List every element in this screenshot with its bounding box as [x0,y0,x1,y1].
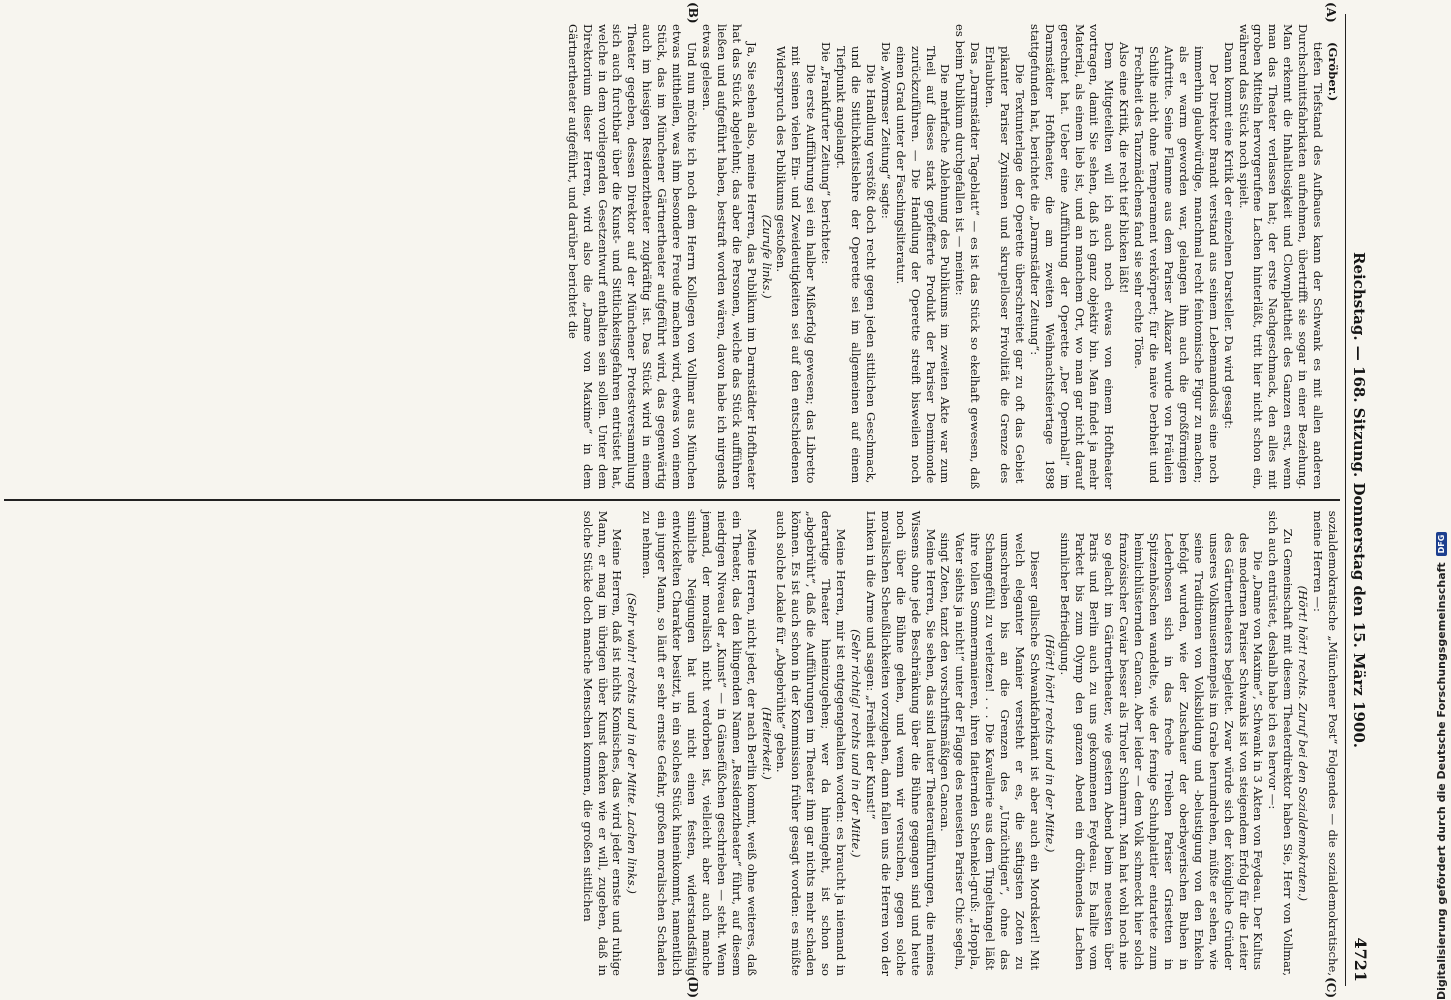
right-paragraph: sozialdemokratische „Münchener Post“ Folgendes — die sozialdemokratische, meine Herren —: [1311,510,1340,977]
interjection: (Heiterkeit.) [759,706,774,780]
left-paragraph: Die „Frankfurter Zeitung“ berichtete: [819,42,834,265]
speaker-name: (Gröber.) [1326,42,1340,102]
left-paragraph: Und nun möchte ich noch dem Herrn Kollegen von Vollmar aus München etwas mittheilen, was ihm besondere Freude machen wird, etwas von einem Stück, das im Münchener Gärtnertheater aufgeführt wird, das gegenwärtig auch im hiesigen Residenztheater zugkräftig ist. Das Stück wird in einem Theater gegeben, dessen Direktor auf der Münchener Protestversammlung sich auch furchtbar über die Kunst- und Sittlichkeitsgefahren entrüstet hat, welche in dem vorliegenden Gesetzentwurf enthalten sein sollen. Unter dem Direktorium dieser Herren, wird also die „Dame von Maxime“ in dem Gärtnertheater aufgeführt, und darüber berichtet die [565,24,700,490]
right-quote: Die „Dame von Maxime“, Schwank in 3 Akten von Feydeau. Der Kultus des modernen Pariser Schwanks ist von steigendem Erfolg für die Leiter des Gärtnertheaters begleitet. Zwar würde sich der königliche Gründer unseres Volksmusentempels im Grabe herumdrehen, müßte er sehen, wie seine Traditionen von Volksbildung und -belustigung von den Enkeln befolgt wurden, wie der Zuschauer der oberbayerischen Buben in Lederhosen sich in das freche Treiben Pariser Grisetten in Spitzenhöschen wandelte, wie der fernige Schuhplattler entartete zum heimlichlüsternden Cancan. Aber leider — dem Volk schmeckt hier solch französischer Caviar besser als Tiroler Schmarrn. Man hat wohl noch nie so gelacht im Gärtnertheater, wie gestern Abend beim neuesten über Paris und Berlin auch zu uns gekommenen Feydeau. Es hallte vom Parkett bis zum Olymp den ganzen Abend ein dröhnendes Lachen sinnlicher Befriedigung. [1057,532,1266,971]
text-columns [4,2,1340,999]
right-paragraph: Meine Herren, daß ist nichts Komisches, das wird jeder ernste und ruhige Mann, er mag im übrigen über Kunst denken wie er will, zugeben, daß in solche Stücke doch manche Menschen kommen, die großen sittlichen [580,510,625,977]
page-number: 4721 [1351,937,1370,982]
left-paragraph: Also eine Kritik, die recht tief blicken läßt! [1117,42,1132,294]
right-quote: Dieser gallische Schwankfabrikant ist aber auch ein Mordskerl! Mit welch eleganter Manier versteht er es, die saftigsten Zoten zu umschreiben bis an die Grenzen des „Unzüchtigen“, ohne das Schamgefühl zu verletzen! . . . Die Kavallerie aus dem Tingeltangel läßt ihre tollen Sommermanieren, ihren flatternden Schenkel-gruß: „Hoppla, Vater siehts ja nicht!“ unter der Flagge des neuesten Pariser Chic segeln, singt Zoten, tanzt den vorschriftsmäßigen Cancan. [938,532,1042,971]
footer-strip [1431,8,1451,1000]
footer-text: Digitalisierung gefördert durch die Deutsche Forschungsgemeinschaft [1434,562,1448,1000]
right-paragraph: Meine Herren, nicht jeder, der nach Berlin kommt, weiß ohne weiteres, daß ein Theater, das den klingenden Namen „Residenztheater“ führt, auf diesem niedrigen Niveau der „Kunst“ — in Gänsefüßchen geschrieben — steht. Wenn jemand, der moralisch nicht verdorben ist, vielleicht aber auch manche sinnliche Neigungen hat und nicht einen festen, widerstandsfähig entwickelten Charakter besitzt, in ein solches Stück hineinkommt, namentlich ein junger Mann, so läuft er sehr ernste Gefahr, großen moralischen Schaden zu nehmen. [640,510,759,977]
left-quote: Die Textunterlage der Operette überschreitet gar zu oft das Gebiet pikanter Pariser Zynismen und skrupelloser Frivolität die Grenze des Erlaubten. [983,46,1027,484]
left-paragraph: Ja, Sie sehen also, meine Herren, das Publikum im Darmstädter Hoftheater hat das Stück abgelehnt; das aber die Personen, welche das Stück aufführen ließen und aufgeführt haben, bestraft worden wären, davon habe ich nirgends etwas gelesen. [699,24,759,490]
left-paragraph: Das „Darmstädter Tageblatt“ — es ist das Stück so ekelhaft gewesen, daß es beim Publikum durchgefallen ist — meinte: [953,24,983,490]
left-paragraph: Dann kommt eine Kritik der einzelnen Darsteller. Da wird gesagt: [1221,42,1236,429]
left-column [4,2,1340,499]
margin-marker-c: (C) [1324,977,1338,999]
margin-marker-b: (B) [686,2,700,24]
page-header [1345,14,1372,986]
right-paragraph: Meine Herren, Sie sehen, das sind lauter Theateraufführungen, die meines Wissens ohne jede Beschränkung über die Bühne gegangen sind und heute noch über die Bühne gehen, und wenn wir versuchen, gegen solche moralischen Scheußlichkeiten vorzugehen, dann fallen uns die Herren von der Linken in die Arme und sagen: „Freiheit der Kunst!“ [863,510,938,977]
interjection: (Sehr wahr! rechts und in der Mitte. Lachen links.) [625,592,640,894]
header-title: Reichstag. — 168. Sitzung. Donnerstag den 15. März 1900. [1350,252,1368,748]
right-column [4,501,1340,999]
interjection: (Sehr richtig! rechts und in der Mitte.) [849,629,863,858]
left-paragraph: Die „Wormser Zeitung“ sagte: [878,42,893,219]
margin-marker-d: (D) [686,976,700,999]
margin-marker-a: (A) [1324,2,1338,23]
digitization-footer [1403,0,1448,1000]
left-quote: Die erste Aufführung sei ein halber Mißerfolg gewesen; das Libretto mit seinen vielen Ein- und Zweideutigkeiten sei auf den entschiedenen Widerspruch des Publikums gestoßen. [774,46,819,484]
right-paragraph: Meine Herren, mir ist entgegengehalten worden: es braucht ja niemand in derartige Theater hineinzugehen; wer da hineingeht, ist schon so „abgebrüht“, daß die Aufführungen im Theater ihm gar nichts mehr schaden können. Es ist auch schon in der Kommission früher gesagt worden: es müßte auch solche Lokale für „Abgebrühte“ geben. [774,510,849,977]
left-paragraph: tiefen Tiefstand des Aufbaues kann der Schwank es mit allen anderen Durchschnittsfabrikaten aufnehmen, übertrifft sie sogar in einer Beziehung. Man erkennt die Inhaltlosigkeit und Clownplattheit des Ganzen erst, wenn man das Theater verlassen hat; der erste Nachgeschmack, den alles mit groben Mitteln hervorgerufene Lachen hinterläßt, tritt hier nicht schon ein, während das Stück noch spielt. [1236,24,1326,490]
interjection: (Hört! hört! rechts und in der Mitte.) [1042,634,1057,853]
left-paragraph: Dem Mitgeteilten will ich auch noch etwas von einem Hoftheater vortragen, damit Sie sehen, daß ich ganz objektiv bin. Man findet ja mehr Material, als einem lieb ist, und an manchem Ort, wo man gar nicht darauf gerechnet hat. Ueber eine Aufführung der Operette „Der Opernball“ im Darmstädter Hoftheater, die am zweiten Weihnachtsfeiertage 1898 stattgefunden hat, berichtet die „Darmstädter Zeitung“: [1027,24,1117,490]
interjection: (Hört! hört! rechts. Zuruf bei den Sozialdemokraten.) [1296,585,1311,902]
interjection: (Zurufe links.) [759,214,774,299]
left-quote: Die Handlung verstößt doch recht gegen jeden sittlichen Geschmack, und die Sittlichkeitslehre der Operette sei im allgemeinen auf einem Tiefpunkt angelangt. [834,46,878,484]
left-quote: Der Direktor Brandt verstand aus seinem Lebemanndosis eine noch immerhin glaubwürdige, manchmal recht feintomische Figur zu machen; als er warm geworden war, gelangen ihm auch die großförmigen Auftritte. Seine Flamme aus dem Pariser Alkazar wurde von Fräulein Schilte nicht ohne Temperament verkörpert; für die naive Derbheit und Frechheit des Tanzmädchens fand sie sehr echte Töne. [1132,46,1221,484]
left-quote: Die mehrfache Ablehnung des Publikums im zweiten Akte war zum Theil auf dieses stark gepfefferte Produkt der Pariser Demimonde zurückzuführen. — Die Handlung der Operette streift bisweilen noch einen Grad unter der Faschingsliteratur. [893,46,953,484]
dfg-logo-badge: DFG [1436,532,1447,557]
right-paragraph: Zu Gemeinschaft mit diesem Theaterdirektor haben Sie, Herr von Vollmar, sich auch entrüstet, deshalb habe ich es hervor —: [1266,510,1296,977]
